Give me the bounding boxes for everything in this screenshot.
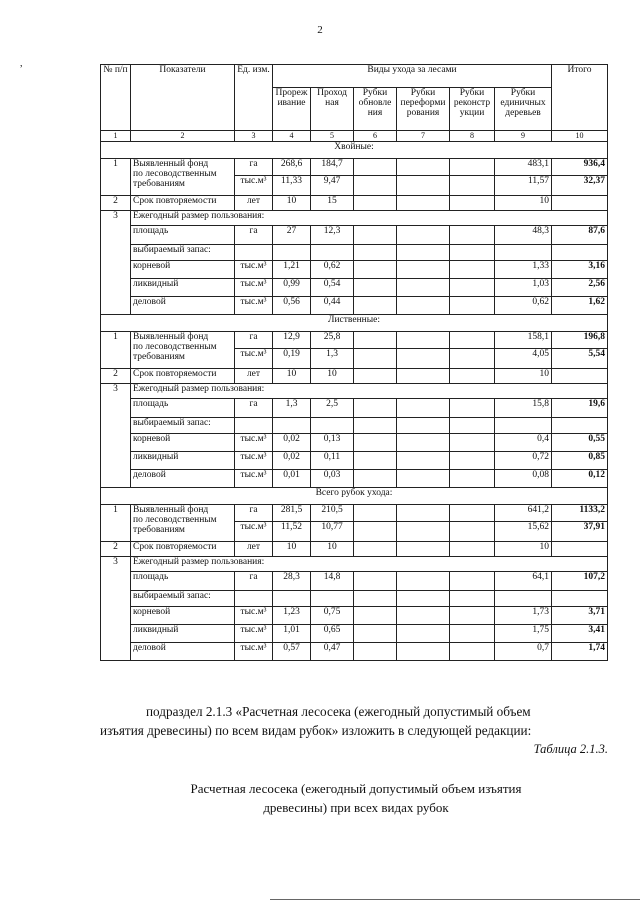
- empty-cell: [450, 245, 495, 261]
- table-row: [101, 470, 608, 488]
- stock-label: выбираемый запас:: [131, 418, 235, 434]
- empty-cell: [235, 591, 273, 607]
- root-passage-cell: 0,62: [311, 261, 354, 279]
- table-row: [101, 159, 608, 176]
- root-reconstruction-cell: [450, 261, 495, 279]
- section-title-row: [101, 142, 608, 159]
- root-total-cell: 3,16: [552, 261, 608, 279]
- table-row: [101, 557, 608, 572]
- col-number: 2: [131, 131, 235, 142]
- empty-cell: [235, 245, 273, 261]
- liquid-thinning-cell: 0,02: [273, 452, 311, 470]
- empty-cell: [397, 245, 450, 261]
- liquid-renewal-cell: [354, 452, 397, 470]
- root-single-trees-cell: 0,4: [495, 434, 552, 452]
- fund-volume-renewal-cell: [354, 522, 397, 542]
- fund-volume-total-cell: 5,54: [552, 349, 608, 369]
- section-title: Лиственные:: [101, 315, 608, 332]
- fund-area-passage-cell: 25,8: [311, 332, 354, 349]
- business-passage-cell: 0,47: [311, 643, 354, 661]
- period-renewal-cell: [354, 542, 397, 557]
- period-thinning-cell: 10: [273, 369, 311, 384]
- fund-volume-thinning-cell: 0,19: [273, 349, 311, 369]
- fund-area-thinning-cell: 281,5: [273, 505, 311, 522]
- fund-volume-reformation-cell: [397, 349, 450, 369]
- root-reconstruction-cell: [450, 434, 495, 452]
- liquid-label: ликвидный: [131, 452, 235, 470]
- period-passage-cell: 10: [311, 542, 354, 557]
- liquid-reformation-cell: [397, 625, 450, 643]
- row-number: 3: [101, 384, 131, 488]
- fund-label-line: Выявленный фонд: [133, 332, 209, 343]
- header-care-types: Виды ухода за лесами: [273, 65, 552, 88]
- row-number: 3: [101, 557, 131, 661]
- table-row: [101, 542, 608, 557]
- fund-area-renewal-cell: [354, 505, 397, 522]
- fund-volume-single-trees-cell: 15,62: [495, 522, 552, 542]
- fund-volume-single-trees-cell: 11,57: [495, 176, 552, 196]
- period-total-cell: [552, 196, 608, 211]
- section-title: Хвойные:: [101, 142, 608, 159]
- table-number: Таблица 2.1.3.: [533, 742, 608, 756]
- fund-area-single-trees-cell: 483,1: [495, 159, 552, 176]
- fund-volume-passage-cell: 1,3: [311, 349, 354, 369]
- fund-volume-thinning-cell: 11,33: [273, 176, 311, 196]
- unit-cell: га: [235, 159, 273, 176]
- period-single-trees-cell: 10: [495, 369, 552, 384]
- row-number: 1: [101, 159, 131, 196]
- empty-cell: [354, 245, 397, 261]
- fund-volume-reconstruction-cell: [450, 349, 495, 369]
- header-reformation: Рубки переформи рования: [397, 88, 450, 131]
- table-row: [101, 607, 608, 625]
- unit-cell: га: [235, 505, 273, 522]
- period-reformation-cell: [397, 542, 450, 557]
- period-single-trees-cell: 10: [495, 196, 552, 211]
- row-number: 2: [101, 369, 131, 384]
- fund-label-line: Выявленный фонд: [133, 159, 209, 170]
- period-renewal-cell: [354, 369, 397, 384]
- unit-cell: тыс.м³: [235, 279, 273, 297]
- header-reconstruction: Рубки реконстр укции: [450, 88, 495, 131]
- area-reconstruction-cell: [450, 572, 495, 591]
- liquid-thinning-cell: 1,01: [273, 625, 311, 643]
- fund-area-reformation-cell: [397, 332, 450, 349]
- table-row: [101, 591, 608, 607]
- unit-cell: тыс.м³: [235, 470, 273, 488]
- empty-cell: [495, 418, 552, 434]
- fund-label-line: требованиям: [133, 352, 185, 363]
- period-label: Срок повторяемости: [131, 196, 235, 211]
- unit-cell: лет: [235, 369, 273, 384]
- fund-label-line: по лесоводственным: [133, 169, 217, 180]
- fund-area-reformation-cell: [397, 505, 450, 522]
- liquid-single-trees-cell: 0,72: [495, 452, 552, 470]
- unit-cell: тыс.м³: [235, 349, 273, 369]
- business-passage-cell: 0,44: [311, 297, 354, 315]
- root-thinning-cell: 1,21: [273, 261, 311, 279]
- empty-cell: [495, 591, 552, 607]
- empty-cell: [552, 591, 608, 607]
- business-reformation-cell: [397, 297, 450, 315]
- unit-cell: тыс.м³: [235, 261, 273, 279]
- fund-label-line: по лесоводственным: [133, 342, 217, 353]
- empty-cell: [495, 245, 552, 261]
- root-total-cell: 0,55: [552, 434, 608, 452]
- fund-label: [131, 159, 235, 196]
- col-number: 1: [101, 131, 131, 142]
- fund-area-renewal-cell: [354, 159, 397, 176]
- fund-area-reconstruction-cell: [450, 159, 495, 176]
- fund-volume-total-cell: 37,91: [552, 522, 608, 542]
- empty-cell: [450, 418, 495, 434]
- fund-area-single-trees-cell: 641,2: [495, 505, 552, 522]
- table-row: [101, 226, 608, 245]
- period-label: Срок повторяемости: [131, 542, 235, 557]
- fund-area-thinning-cell: 12,9: [273, 332, 311, 349]
- area-thinning-cell: 1,3: [273, 399, 311, 418]
- liquid-single-trees-cell: 1,75: [495, 625, 552, 643]
- fund-area-total-cell: 196,8: [552, 332, 608, 349]
- area-reformation-cell: [397, 226, 450, 245]
- area-reformation-cell: [397, 399, 450, 418]
- unit-cell: га: [235, 572, 273, 591]
- area-reconstruction-cell: [450, 399, 495, 418]
- business-thinning-cell: 0,01: [273, 470, 311, 488]
- unit-cell: тыс.м³: [235, 434, 273, 452]
- empty-cell: [552, 245, 608, 261]
- table-row: [101, 196, 608, 211]
- empty-cell: [397, 591, 450, 607]
- area-label: площадь: [131, 399, 235, 418]
- header-thinning: Прореж ивание: [273, 88, 311, 131]
- fund-area-single-trees-cell: 158,1: [495, 332, 552, 349]
- header-indicator: Показатели: [131, 65, 235, 131]
- fund-area-reconstruction-cell: [450, 505, 495, 522]
- col-number: 3: [235, 131, 273, 142]
- row-number: 2: [101, 542, 131, 557]
- col-number: 8: [450, 131, 495, 142]
- area-single-trees-cell: 64,1: [495, 572, 552, 591]
- unit-cell: тыс.м³: [235, 625, 273, 643]
- business-reconstruction-cell: [450, 643, 495, 661]
- table-row: [101, 399, 608, 418]
- fund-label: [131, 332, 235, 369]
- section-title-row: [101, 315, 608, 332]
- liquid-total-cell: 0,85: [552, 452, 608, 470]
- business-thinning-cell: 0,57: [273, 643, 311, 661]
- fund-area-renewal-cell: [354, 332, 397, 349]
- liquid-renewal-cell: [354, 625, 397, 643]
- period-total-cell: [552, 369, 608, 384]
- title-line: древесины) при всех видах рубок: [263, 800, 449, 815]
- fund-volume-reconstruction-cell: [450, 522, 495, 542]
- empty-cell: [552, 418, 608, 434]
- annual-label: Ежегодный размер пользования:: [131, 384, 608, 399]
- fund-volume-reformation-cell: [397, 522, 450, 542]
- empty-cell: [397, 418, 450, 434]
- table-row: [101, 418, 608, 434]
- root-reconstruction-cell: [450, 607, 495, 625]
- area-label: площадь: [131, 226, 235, 245]
- col-number: 9: [495, 131, 552, 142]
- fund-volume-reformation-cell: [397, 176, 450, 196]
- header-passage: Проход ная: [311, 88, 354, 131]
- unit-cell: га: [235, 226, 273, 245]
- period-label: Срок повторяемости: [131, 369, 235, 384]
- business-total-cell: 0,12: [552, 470, 608, 488]
- fund-area-thinning-cell: 268,6: [273, 159, 311, 176]
- root-single-trees-cell: 1,33: [495, 261, 552, 279]
- root-passage-cell: 0,75: [311, 607, 354, 625]
- liquid-reformation-cell: [397, 279, 450, 297]
- period-thinning-cell: 10: [273, 196, 311, 211]
- period-reconstruction-cell: [450, 369, 495, 384]
- fund-label-line: требованиям: [133, 179, 185, 190]
- business-renewal-cell: [354, 643, 397, 661]
- table-row: [101, 384, 608, 399]
- area-label: площадь: [131, 572, 235, 591]
- root-reformation-cell: [397, 607, 450, 625]
- table-row: [101, 625, 608, 643]
- empty-cell: [354, 418, 397, 434]
- liquid-passage-cell: 0,65: [311, 625, 354, 643]
- empty-cell: [311, 591, 354, 607]
- unit-cell: га: [235, 332, 273, 349]
- liquid-reconstruction-cell: [450, 279, 495, 297]
- section-title-row: [101, 488, 608, 505]
- row-number: 2: [101, 196, 131, 211]
- unit-cell: лет: [235, 196, 273, 211]
- unit-cell: тыс.м³: [235, 607, 273, 625]
- row-number: 1: [101, 505, 131, 542]
- period-reconstruction-cell: [450, 196, 495, 211]
- empty-cell: [311, 245, 354, 261]
- fund-label-line: Выявленный фонд: [133, 505, 209, 516]
- table-row: [101, 332, 608, 349]
- stock-label: выбираемый запас:: [131, 591, 235, 607]
- liquid-reconstruction-cell: [450, 452, 495, 470]
- root-label: корневой: [131, 434, 235, 452]
- business-renewal-cell: [354, 297, 397, 315]
- fund-area-passage-cell: 210,5: [311, 505, 354, 522]
- area-reformation-cell: [397, 572, 450, 591]
- empty-cell: [311, 418, 354, 434]
- table-row: [101, 572, 608, 591]
- empty-cell: [354, 591, 397, 607]
- fund-volume-renewal-cell: [354, 349, 397, 369]
- area-renewal-cell: [354, 399, 397, 418]
- forest-care-table: [100, 64, 608, 661]
- root-single-trees-cell: 1,73: [495, 607, 552, 625]
- table-row: [101, 434, 608, 452]
- table-row: [101, 505, 608, 522]
- fund-area-reconstruction-cell: [450, 332, 495, 349]
- unit-cell: тыс.м³: [235, 452, 273, 470]
- root-renewal-cell: [354, 607, 397, 625]
- area-passage-cell: 2,5: [311, 399, 354, 418]
- period-reformation-cell: [397, 196, 450, 211]
- unit-cell: га: [235, 399, 273, 418]
- amendment-paragraph: [100, 702, 612, 740]
- empty-cell: [450, 591, 495, 607]
- business-single-trees-cell: 0,62: [495, 297, 552, 315]
- root-thinning-cell: 1,23: [273, 607, 311, 625]
- root-reformation-cell: [397, 434, 450, 452]
- root-label: корневой: [131, 261, 235, 279]
- fund-volume-total-cell: 32,37: [552, 176, 608, 196]
- row-number: 3: [101, 211, 131, 315]
- root-passage-cell: 0,13: [311, 434, 354, 452]
- section-title: Всего рубок ухода:: [101, 488, 608, 505]
- area-passage-cell: 14,8: [311, 572, 354, 591]
- period-thinning-cell: 10: [273, 542, 311, 557]
- area-total-cell: 19,6: [552, 399, 608, 418]
- area-renewal-cell: [354, 572, 397, 591]
- root-renewal-cell: [354, 434, 397, 452]
- period-total-cell: [552, 542, 608, 557]
- table-row: [101, 297, 608, 315]
- col-number: 5: [311, 131, 354, 142]
- business-label: деловой: [131, 643, 235, 661]
- root-label: корневой: [131, 607, 235, 625]
- unit-cell: тыс.м³: [235, 297, 273, 315]
- header-total: Итого: [552, 65, 608, 131]
- table-row: [101, 643, 608, 661]
- fund-label: [131, 505, 235, 542]
- period-passage-cell: 10: [311, 369, 354, 384]
- table-row: [101, 452, 608, 470]
- fund-volume-thinning-cell: 11,52: [273, 522, 311, 542]
- liquid-passage-cell: 0,54: [311, 279, 354, 297]
- paragraph-line: подраздел 2.1.3 «Расчетная лесосека (ежегодный допустимый объем: [146, 704, 531, 719]
- business-passage-cell: 0,03: [311, 470, 354, 488]
- title-line: Расчетная лесосека (ежегодный допустимый объем изъятия: [190, 781, 522, 796]
- empty-cell: [273, 418, 311, 434]
- col-number: 4: [273, 131, 311, 142]
- page-number: 2: [317, 24, 323, 36]
- root-total-cell: 3,71: [552, 607, 608, 625]
- area-thinning-cell: 28,3: [273, 572, 311, 591]
- fund-volume-renewal-cell: [354, 176, 397, 196]
- empty-cell: [273, 591, 311, 607]
- root-thinning-cell: 0,02: [273, 434, 311, 452]
- business-total-cell: 1,74: [552, 643, 608, 661]
- business-reconstruction-cell: [450, 297, 495, 315]
- business-thinning-cell: 0,56: [273, 297, 311, 315]
- business-label: деловой: [131, 297, 235, 315]
- table-row: [101, 245, 608, 261]
- business-single-trees-cell: 0,7: [495, 643, 552, 661]
- period-reformation-cell: [397, 369, 450, 384]
- header-single-trees: Рубки единичных деревьев: [495, 88, 552, 131]
- fund-volume-single-trees-cell: 4,05: [495, 349, 552, 369]
- col-number: 7: [397, 131, 450, 142]
- liquid-total-cell: 3,41: [552, 625, 608, 643]
- annual-label: Ежегодный размер пользования:: [131, 211, 608, 226]
- row-number: 1: [101, 332, 131, 369]
- empty-cell: [273, 245, 311, 261]
- business-label: деловой: [131, 470, 235, 488]
- business-reformation-cell: [397, 470, 450, 488]
- liquid-thinning-cell: 0,99: [273, 279, 311, 297]
- header-num: № п/п: [101, 65, 131, 131]
- liquid-renewal-cell: [354, 279, 397, 297]
- fund-label-line: по лесоводственным: [133, 515, 217, 526]
- area-passage-cell: 12,3: [311, 226, 354, 245]
- next-table-title: [100, 779, 612, 817]
- table-row: [101, 279, 608, 297]
- fund-area-reformation-cell: [397, 159, 450, 176]
- fund-volume-passage-cell: 9,47: [311, 176, 354, 196]
- liquid-reconstruction-cell: [450, 625, 495, 643]
- unit-cell: лет: [235, 542, 273, 557]
- liquid-reformation-cell: [397, 452, 450, 470]
- fund-volume-passage-cell: 10,77: [311, 522, 354, 542]
- liquid-single-trees-cell: 1,03: [495, 279, 552, 297]
- business-reformation-cell: [397, 643, 450, 661]
- area-thinning-cell: 27: [273, 226, 311, 245]
- area-reconstruction-cell: [450, 226, 495, 245]
- root-reformation-cell: [397, 261, 450, 279]
- margin-mark: ,: [20, 58, 23, 69]
- fund-area-total-cell: 1133,2: [552, 505, 608, 522]
- annual-label: Ежегодный размер пользования:: [131, 557, 608, 572]
- header-unit: Ед. изм.: [235, 65, 273, 131]
- table-row: [101, 211, 608, 226]
- fund-area-total-cell: 936,4: [552, 159, 608, 176]
- period-reconstruction-cell: [450, 542, 495, 557]
- business-reconstruction-cell: [450, 470, 495, 488]
- fund-label-line: требованиям: [133, 525, 185, 536]
- period-single-trees-cell: 10: [495, 542, 552, 557]
- bottom-rule: [270, 899, 640, 900]
- table-row: [101, 261, 608, 279]
- area-single-trees-cell: 15,8: [495, 399, 552, 418]
- liquid-passage-cell: 0,11: [311, 452, 354, 470]
- business-single-trees-cell: 0,08: [495, 470, 552, 488]
- col-number: 6: [354, 131, 397, 142]
- col-number: 10: [552, 131, 608, 142]
- empty-cell: [235, 418, 273, 434]
- period-renewal-cell: [354, 196, 397, 211]
- unit-cell: тыс.м³: [235, 176, 273, 196]
- table-row: [101, 369, 608, 384]
- liquid-label: ликвидный: [131, 625, 235, 643]
- header-renewal: Рубки обновле ния: [354, 88, 397, 131]
- area-single-trees-cell: 48,3: [495, 226, 552, 245]
- area-total-cell: 107,2: [552, 572, 608, 591]
- fund-volume-reconstruction-cell: [450, 176, 495, 196]
- liquid-total-cell: 2,56: [552, 279, 608, 297]
- unit-cell: тыс.м³: [235, 522, 273, 542]
- area-renewal-cell: [354, 226, 397, 245]
- unit-cell: тыс.м³: [235, 643, 273, 661]
- business-renewal-cell: [354, 470, 397, 488]
- liquid-label: ликвидный: [131, 279, 235, 297]
- root-renewal-cell: [354, 261, 397, 279]
- area-total-cell: 87,6: [552, 226, 608, 245]
- fund-area-passage-cell: 184,7: [311, 159, 354, 176]
- period-passage-cell: 15: [311, 196, 354, 211]
- paragraph-line: изъятия древесины) по всем видам рубок» изложить в следующей редакции:: [100, 723, 532, 738]
- stock-label: выбираемый запас:: [131, 245, 235, 261]
- business-total-cell: 1,62: [552, 297, 608, 315]
